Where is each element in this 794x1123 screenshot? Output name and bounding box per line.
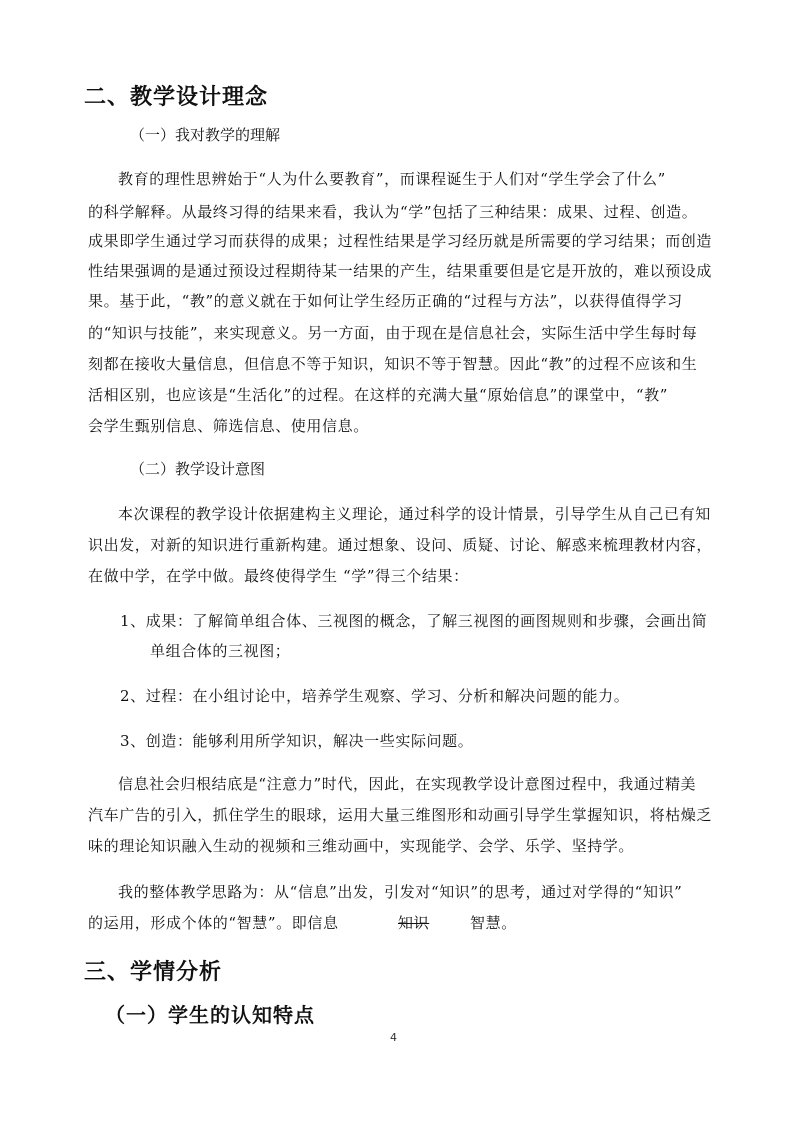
chain-wisdom: 智慧。	[470, 914, 517, 932]
text-line: 成果即学生通过学习而获得的成果；过程性结果是学习经历就是所需要的学习结果；而创造	[88, 232, 713, 250]
subheading-cognitive-features: （一）学生的认知特点	[105, 1003, 315, 1027]
text-line: 3、创造：能够利用所学知识，解决一些实际问题。	[120, 732, 474, 750]
text-line: 信息社会归根结底是“注意力”时代，因此，在实现教学设计意图过程中，我通过精美	[118, 775, 697, 793]
text-line: 我的整体教学思路为：从“信息”出发，引发对“知识”的思考，通过对学得的“知识”	[118, 883, 683, 901]
section3-heading: 三、学情分析	[84, 959, 223, 985]
section2-heading: 二、教学设计理念	[84, 84, 269, 110]
text-line: 单组合体的三视图；	[150, 642, 291, 660]
text-line: 2、过程：在小组讨论中，培养学生观察、学习、分析和解决问题的能力。	[120, 687, 630, 705]
subheading-design-intent: （二）教学设计意图	[130, 460, 266, 478]
text-line: 1、成果：了解简单组合体、三视图的概念，了解三视图的画图规则和步骤，会画出简	[120, 612, 708, 630]
text-line: 活相区别，也应该是“生活化”的过程。在这样的充满大量“原始信息”的课堂中，“教”	[88, 386, 669, 404]
text-line: 刻都在接收大量信息，但信息不等于知识，知识不等于智慧。因此“教”的过程不应该和生	[88, 355, 698, 373]
text-line: 的运用，形成个体的“智慧”。即信息	[88, 914, 339, 932]
text-line: 教育的理性思辨始于“人为什么要教育”，而课程诞生于人们对“学生学会了什么”	[118, 170, 666, 188]
text-line: 识出发，对新的知识进行重新构建。通过想象、设问、质疑、讨论、解惑来梳理教材内容，	[88, 536, 713, 554]
text-line: 本次课程的教学设计依据建构主义理论，通过科学的设计情景，引导学生从自己已有知	[118, 505, 711, 523]
text-line: 果。基于此，“教”的意义就在于如何让学生经历正确的“过程与方法”，以获得值得学习	[88, 292, 683, 310]
text-line: 在做中学，在学中做。最终使得学生 “学”得三个结果：	[88, 567, 469, 585]
page-number: 4	[390, 1031, 397, 1044]
text-line: 会学生甄别信息、筛选信息、使用信息。	[88, 417, 369, 435]
subheading-understanding: （一）我对教学的理解	[130, 126, 281, 144]
text-line: 汽车广告的引入，抓住学生的眼球，运用大量三维图形和动画引导学生掌握知识，将枯燥乏	[88, 806, 713, 824]
text-line: 的科学解释。从最终习得的结果来看，我认为“学”包括了三种结果：成果、过程、创造。	[88, 203, 698, 221]
text-line: 性结果强调的是通过预设过程期待某一结果的产生，结果重要但是它是开放的，难以预设成	[88, 262, 713, 280]
chain-knowledge: 知识	[398, 914, 430, 932]
text-line: 的“知识与技能”，来实现意义。另一方面，由于现在是信息社会，实际生活中学生每时每	[88, 324, 698, 342]
text-line: 味的理论知识融入生动的视频和三维动画中，实现能学、会学、乐学、坚持学。	[88, 837, 635, 855]
